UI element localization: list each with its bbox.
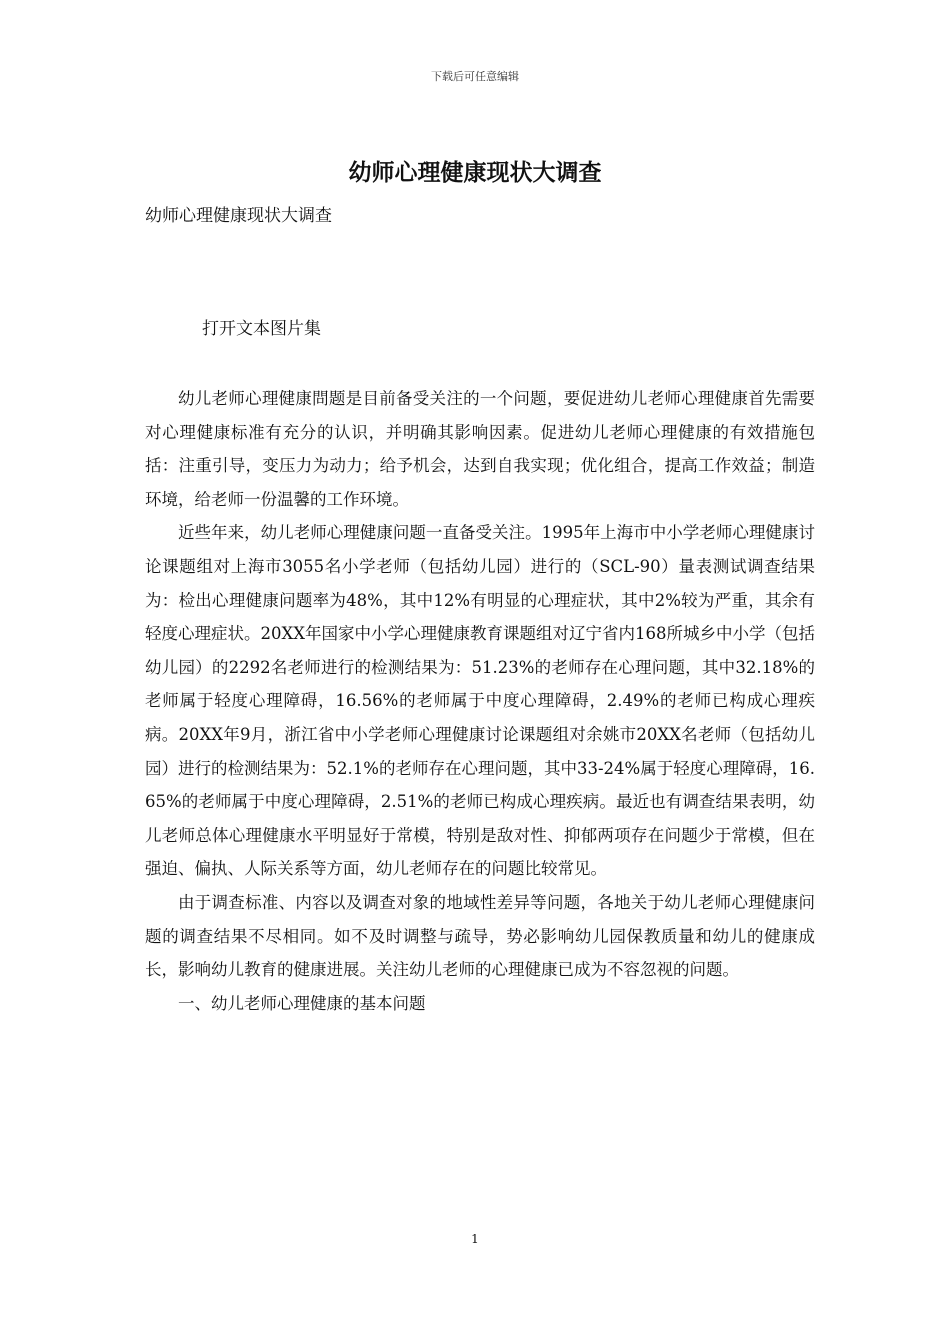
document-subtitle: 幼师心理健康现状大调查 — [145, 206, 332, 226]
page-number: 1 — [471, 1232, 479, 1246]
header-note: 下载后可任意编辑 — [431, 70, 519, 83]
section-heading-basic-issues: 一、幼儿老师心理健康的基本问题 — [178, 993, 426, 1013]
paragraph-survey-results: 近些年来，幼儿老师心理健康问题一直备受关注。1995年上海市中小学老师心理健康讨论课题组对上海市3055名小学老师（包括幼儿园）进行的（SCL-90）量表测试调查结果为：检出心理健康问题率为48%，其中12%有明显的心理症状，其中2%较为严重，其余有轻度心理症状。20XX年国家中小学心理健康教育课题组对辽宁省内168所城乡中小学（包括幼儿园）的2292名老师进行的检测结果为：51.23%的老师存在心理问题，其中32.18%的老师属于轻度心理障碍，16.56%的老师属于中度心理障碍，2.49%的老师已构成心理疾病。20XX年9月，浙江省中小学老师心理健康讨论课题组对余姚市20XX名老师（包括幼儿园）进行的检测结果为：52.1%的老师存在心理问题，其中33-24%属于轻度心理障碍，16.65%的老师属于中度心理障碍，2.51%的老师已构成心理疾病。最近也有调查结果表明，幼儿老师总体心理健康水平明显好于常模，特别是敌对性、抑郁两项存在问题少于常模，但在强迫、偏执、人际关系等方面，幼儿老师存在的问题比较常见。 — [145, 523, 815, 879]
body-text — [145, 382, 815, 1020]
document-title: 幼师心理健康现状大调查 — [348, 159, 602, 186]
open-image-gallery-link[interactable]: 打开文本图片集 — [202, 319, 321, 339]
paragraph-significance: 由于调查标准、内容以及调查对象的地域性差异等问题，各地关于幼儿老师心理健康问题的调查结果不尽相同。如不及时调整与疏导，势必影响幼儿园保教质量和幼儿的健康成长，影响幼儿教育的健康进展。关注幼儿老师的心理健康已成为不容忽视的问题。 — [145, 892, 815, 980]
paragraph-intro: 幼儿老师心理健康問题是目前备受关注的一个问题，要促进幼儿老师心理健康首先需要对心理健康标准有充分的认识，并明确其影响因素。促进幼儿老师心理健康的有效措施包括：注重引导，变压力为动力；给予机会，达到自我实现；优化组合，提高工作效益；制造环境，给老师一份温馨的工作环境。 — [145, 389, 815, 509]
